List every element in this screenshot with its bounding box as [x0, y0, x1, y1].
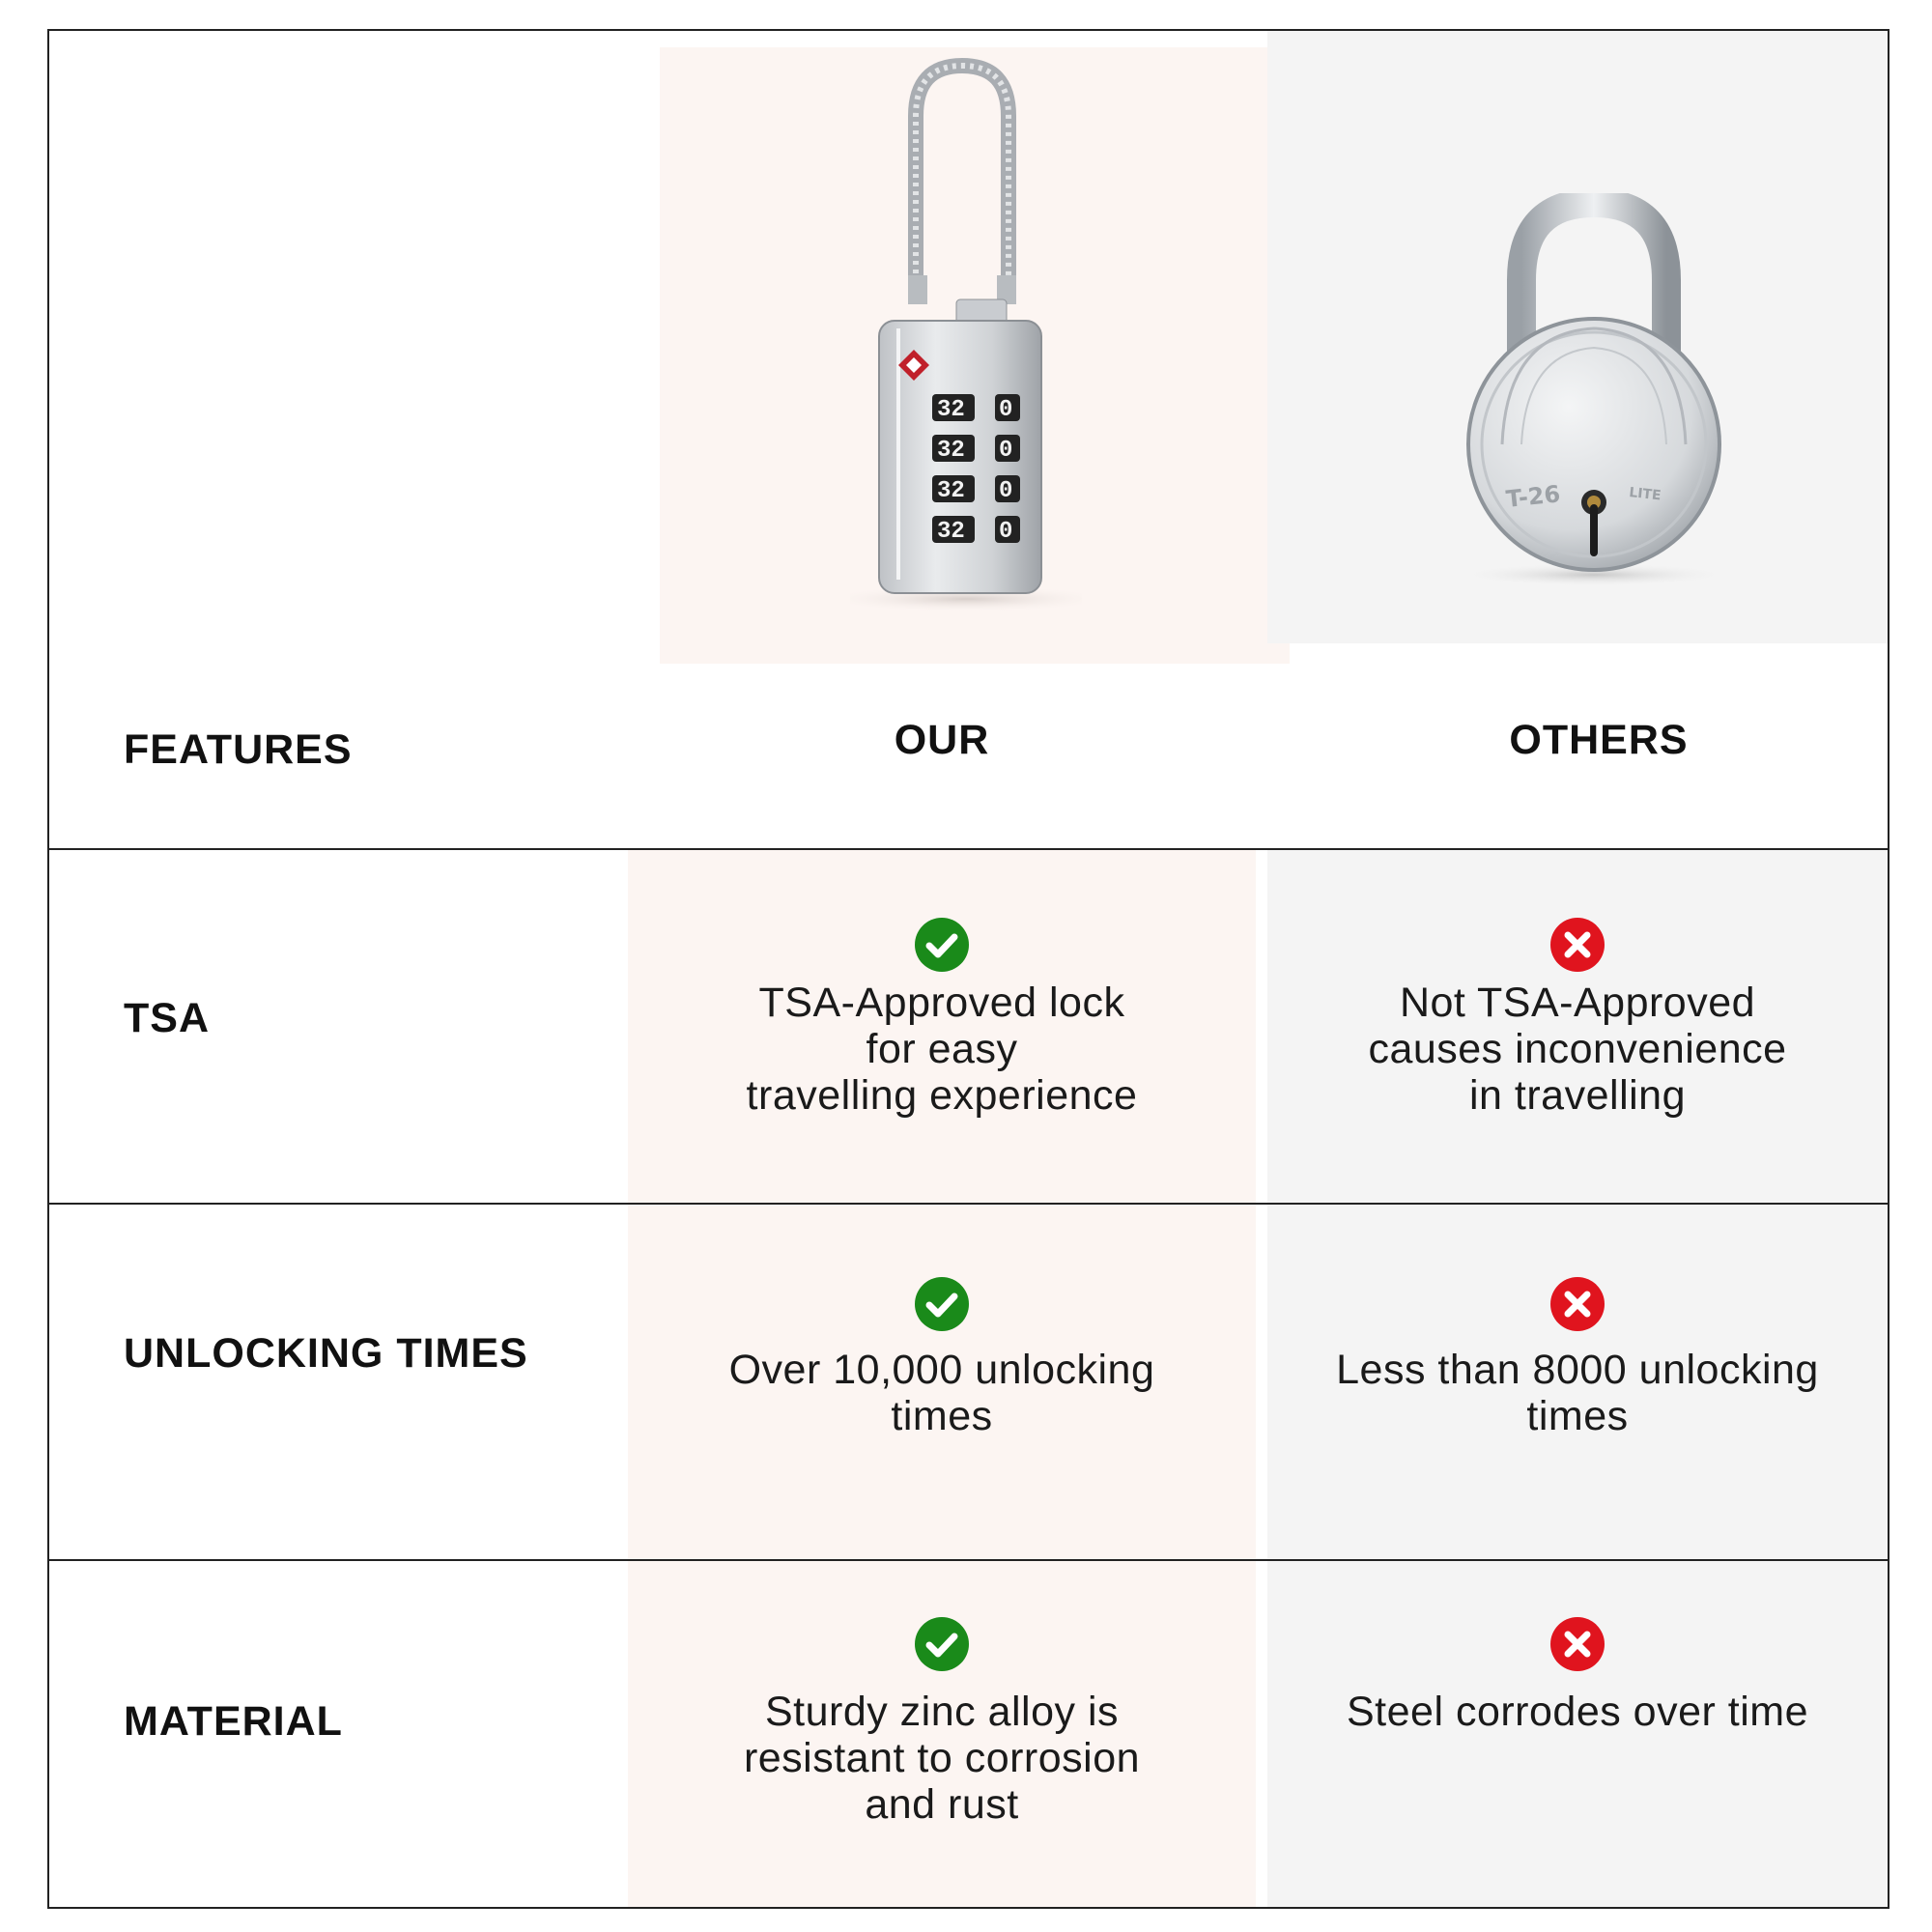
- row-divider: [47, 1203, 1889, 1205]
- text-line: in travelling: [1469, 1072, 1686, 1119]
- features-heading: FEATURES: [124, 726, 353, 773]
- text-line: Sturdy zinc alloy is: [764, 1689, 1120, 1735]
- text-line: Steel corrodes over time: [1346, 1689, 1809, 1735]
- dial-digit-right: 0: [999, 397, 1013, 423]
- dial-digit: 32: [937, 478, 965, 504]
- engraving-right: LITE: [1628, 485, 1662, 504]
- text-line: times: [891, 1393, 993, 1439]
- dial-digit-right: 0: [999, 478, 1013, 504]
- text-line: Not TSA-Approved: [1399, 980, 1756, 1026]
- our-column-heading: OUR: [894, 717, 990, 763]
- row-divider: [47, 1559, 1889, 1561]
- text-line: resistant to corrosion: [743, 1735, 1141, 1781]
- cross-icon: [1550, 1277, 1605, 1331]
- check-icon: [915, 1277, 969, 1331]
- text-line: causes inconvenience: [1368, 1026, 1787, 1072]
- our-tsa-text: [642, 980, 1241, 1119]
- engraving-left: T-26: [1504, 480, 1562, 513]
- text-line: for easy: [866, 1026, 1018, 1072]
- text-line: travelling experience: [746, 1072, 1138, 1119]
- text-line: Over 10,000 unlocking: [728, 1347, 1155, 1393]
- text-line: and rust: [865, 1781, 1019, 1828]
- cross-icon: [1550, 918, 1605, 972]
- others-unlocking-text: [1278, 1347, 1877, 1439]
- others-tsa-text: [1278, 980, 1877, 1119]
- feature-label-unlocking-times: UNLOCKING TIMES: [124, 1330, 528, 1377]
- dial-digit: 32: [937, 519, 965, 545]
- others-column-heading: OTHERS: [1509, 717, 1689, 763]
- text-line: times: [1526, 1393, 1629, 1439]
- row-divider: [47, 848, 1889, 850]
- our-material-text: [642, 1689, 1241, 1828]
- feature-label-material: MATERIAL: [124, 1698, 343, 1745]
- others-material-text: [1278, 1689, 1877, 1735]
- check-icon: [915, 1617, 969, 1671]
- check-icon: [915, 918, 969, 972]
- our-unlocking-text: [642, 1347, 1241, 1439]
- text-line: TSA-Approved lock: [758, 980, 1125, 1026]
- dial-digit-right: 0: [999, 438, 1013, 464]
- cross-icon: [1550, 1617, 1605, 1671]
- dial-digit: 32: [937, 397, 965, 423]
- dial-digit-right: 0: [999, 519, 1013, 545]
- dial-digit: 32: [937, 438, 965, 464]
- text-line: Less than 8000 unlocking: [1336, 1347, 1819, 1393]
- others-lock-image: [1449, 193, 1739, 599]
- our-lock-image: [850, 58, 1082, 618]
- feature-label-tsa: TSA: [124, 995, 210, 1041]
- round-padlock-icon: [1449, 193, 1739, 599]
- tsa-combination-lock-icon: [850, 58, 1082, 618]
